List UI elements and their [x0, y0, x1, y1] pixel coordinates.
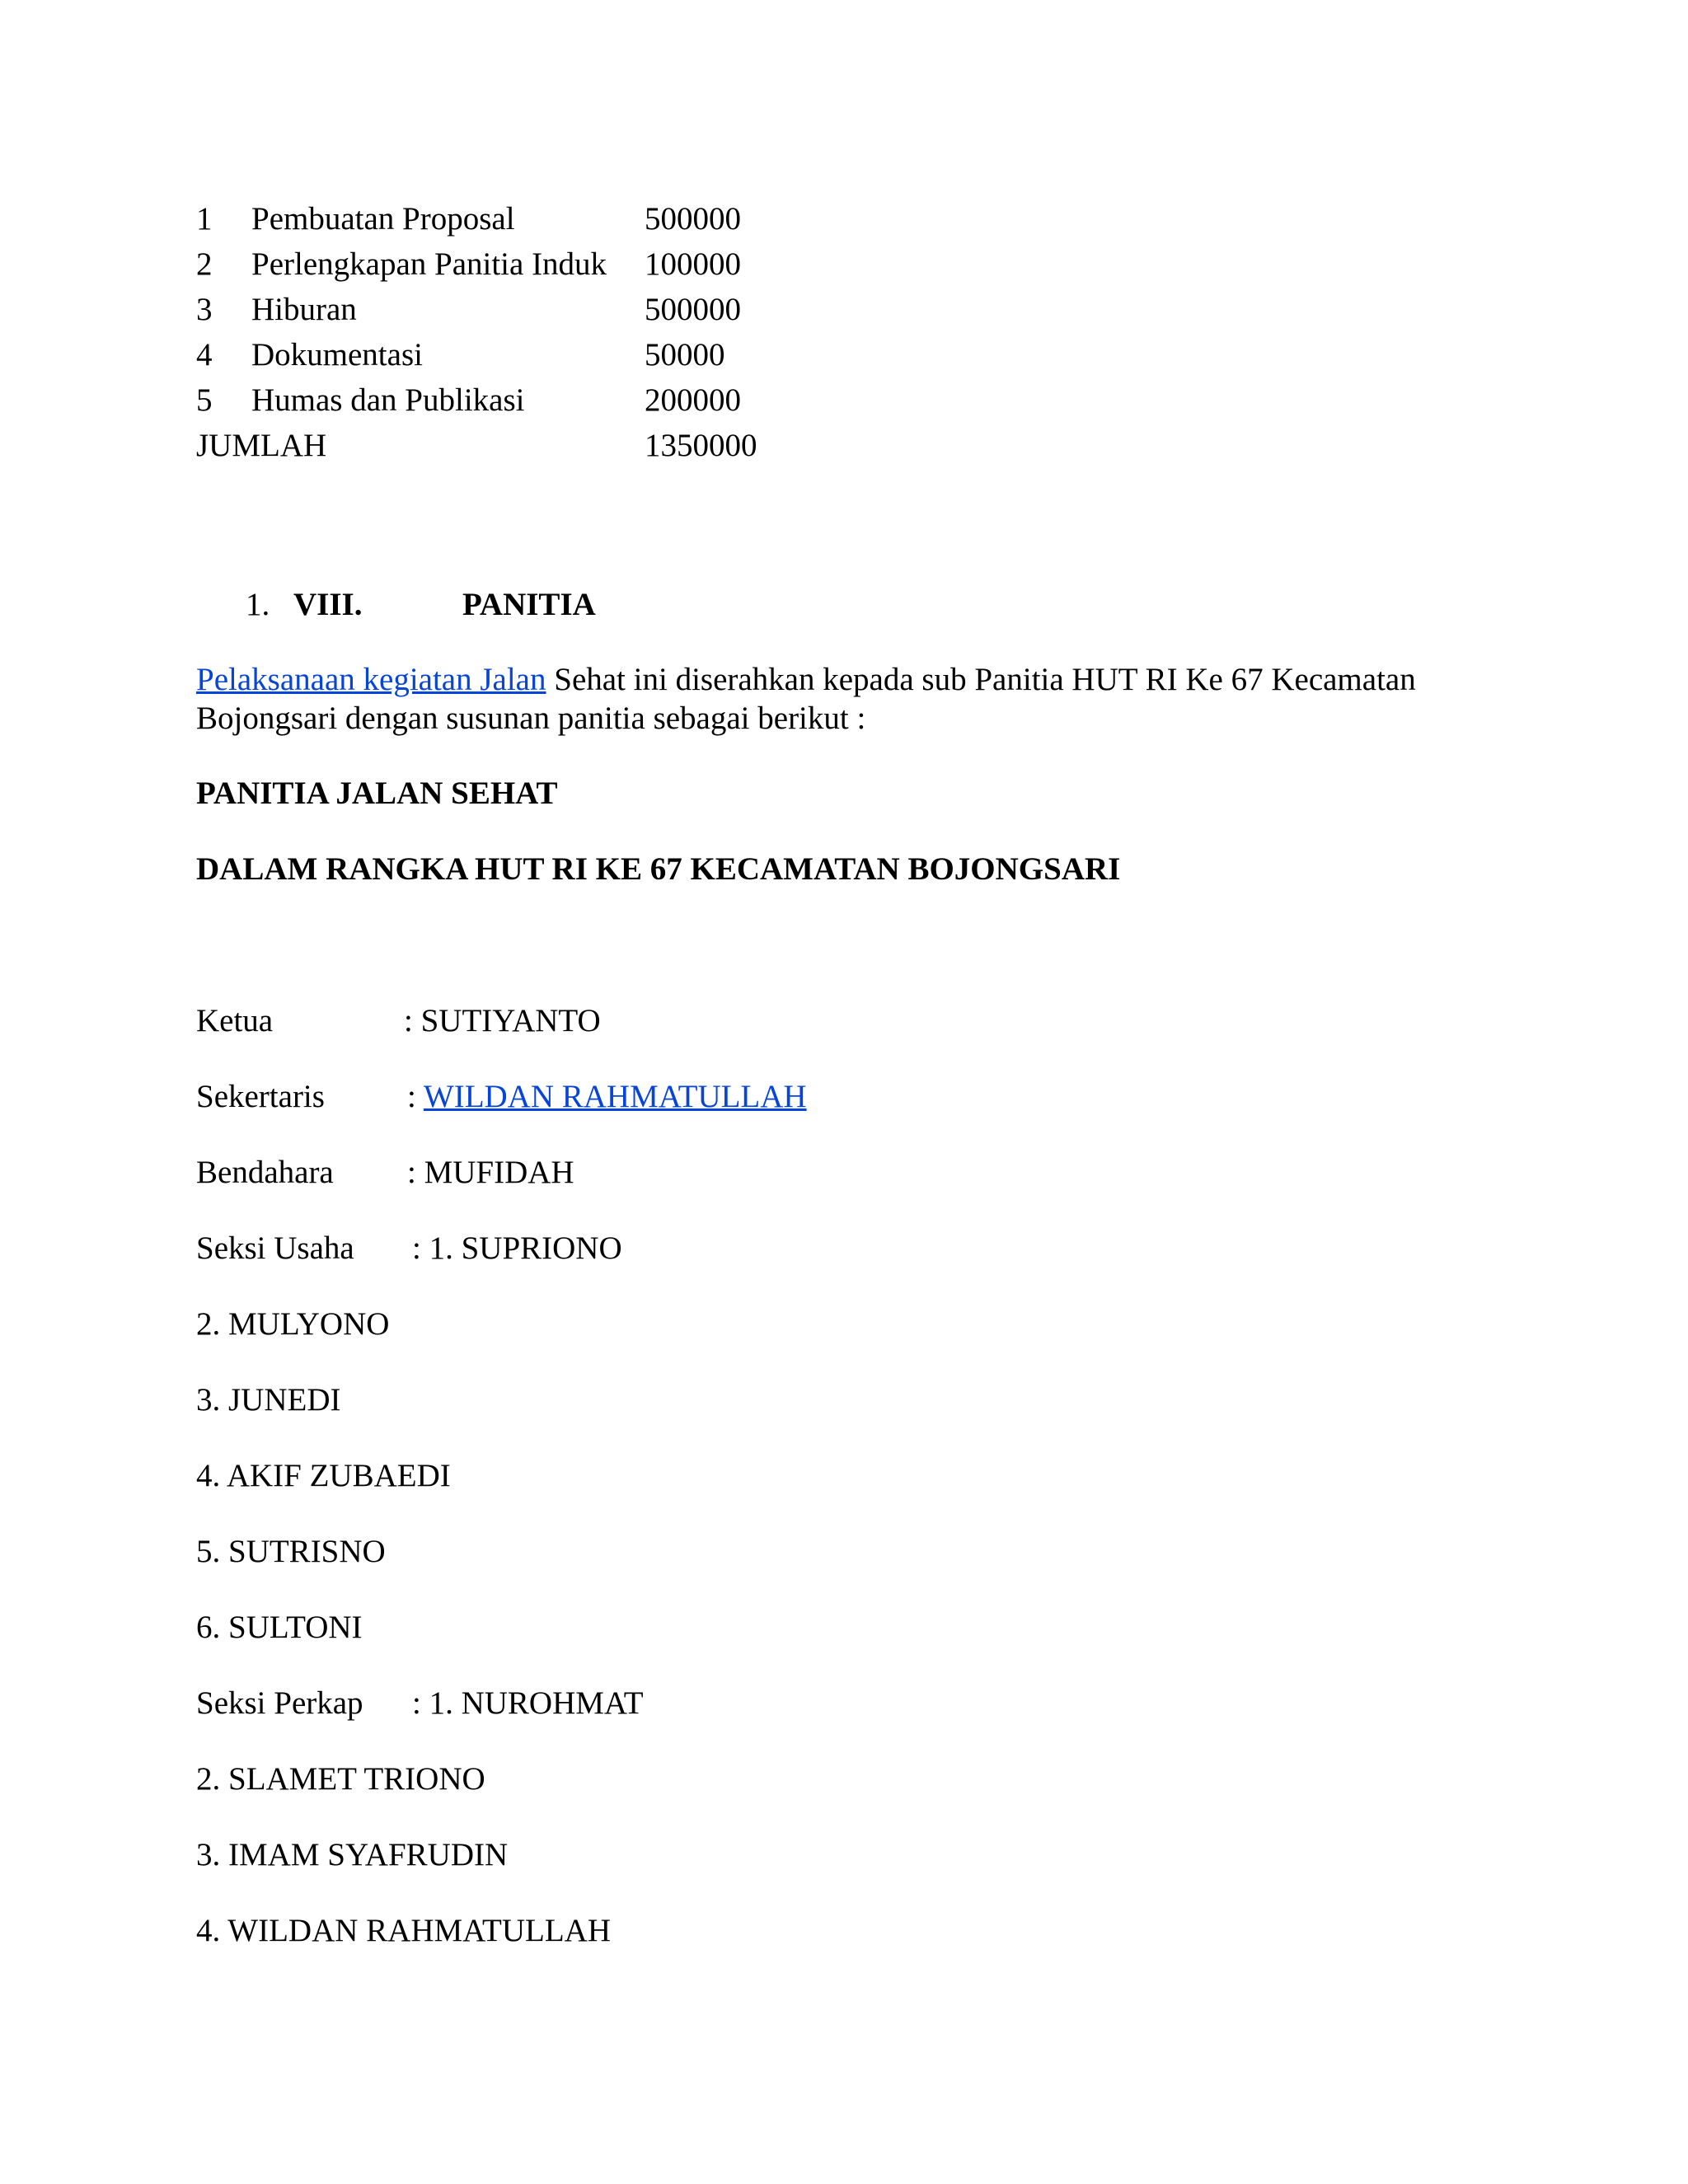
list-item: 3. IMAM SYAFRUDIN: [196, 1837, 509, 1872]
list-item: 4. AKIF ZUBAEDI: [196, 1458, 451, 1493]
bendahara-label: Bendahara: [196, 1155, 334, 1190]
list-item: 2. MULYONO: [196, 1306, 390, 1342]
budget-row-item: Pembuatan Proposal: [251, 201, 515, 237]
budget-row-number: 3: [196, 292, 213, 327]
section-roman-numeral: VIII.: [293, 587, 363, 622]
seksi-perkap-first: : 1. NUROHMAT: [412, 1685, 644, 1721]
budget-row-amount: 50000: [645, 337, 725, 373]
list-item: 5. SUTRISNO: [196, 1534, 386, 1569]
intro-link[interactable]: Pelaksanaan kegiatan Jalan: [196, 662, 546, 697]
intro-line-2: Bojongsari dengan susunan panitia sebagai berikut :: [196, 701, 866, 736]
budget-row-number: 4: [196, 337, 213, 373]
sekretaris-link[interactable]: WILDAN RAHMATULLAH: [423, 1079, 807, 1114]
seksi-usaha-first: : 1. SUPRIONO: [412, 1230, 622, 1266]
committee-subheading: DALAM RANGKA HUT RI KE 67 KECAMATAN BOJONGSARI: [196, 851, 1121, 887]
bendahara-value: : MUFIDAH: [407, 1155, 574, 1190]
budget-row-amount: 500000: [645, 201, 741, 237]
list-item: 4. WILDAN RAHMATULLAH: [196, 1913, 611, 1948]
list-item: 2. SLAMET TRIONO: [196, 1761, 485, 1797]
section-title: PANITIA: [462, 587, 596, 622]
seksi-usaha-label: Seksi Usaha: [196, 1230, 354, 1266]
sekretaris-value-line: [407, 1078, 807, 1116]
seksi-perkap-label: Seksi Perkap: [196, 1685, 363, 1721]
budget-row-item: Humas dan Publikasi: [251, 382, 525, 418]
budget-row-item: Perlengkapan Panitia Induk: [251, 246, 607, 282]
budget-row-item: Hiburan: [251, 292, 357, 327]
ketua-label: Ketua: [196, 1003, 274, 1038]
budget-row-amount: 100000: [645, 246, 741, 282]
ketua-value: : SUTIYANTO: [404, 1003, 601, 1038]
budget-row-number: 5: [196, 382, 213, 418]
budget-row-amount: 200000: [645, 382, 741, 418]
section-list-marker: 1.: [246, 587, 270, 622]
budget-total-label: JUMLAH: [196, 428, 327, 463]
budget-row-item: Dokumentasi: [251, 337, 423, 373]
list-item: 3. JUNEDI: [196, 1382, 341, 1418]
committee-heading: PANITIA JALAN SEHAT: [196, 776, 558, 811]
budget-row-number: 1: [196, 201, 213, 237]
intro-line-1-text: Sehat ini diserahkan kepada sub Panitia HUT RI Ke 67 Kecamatan: [546, 662, 1416, 697]
list-item: 6. SULTONI: [196, 1610, 363, 1645]
intro-line-1: [196, 661, 1416, 699]
budget-row-number: 2: [196, 246, 213, 282]
budget-total-amount: 1350000: [645, 428, 757, 463]
budget-row-amount: 500000: [645, 292, 741, 327]
sekretaris-label: Sekertaris: [196, 1079, 325, 1114]
sekretaris-colon: :: [407, 1079, 416, 1114]
